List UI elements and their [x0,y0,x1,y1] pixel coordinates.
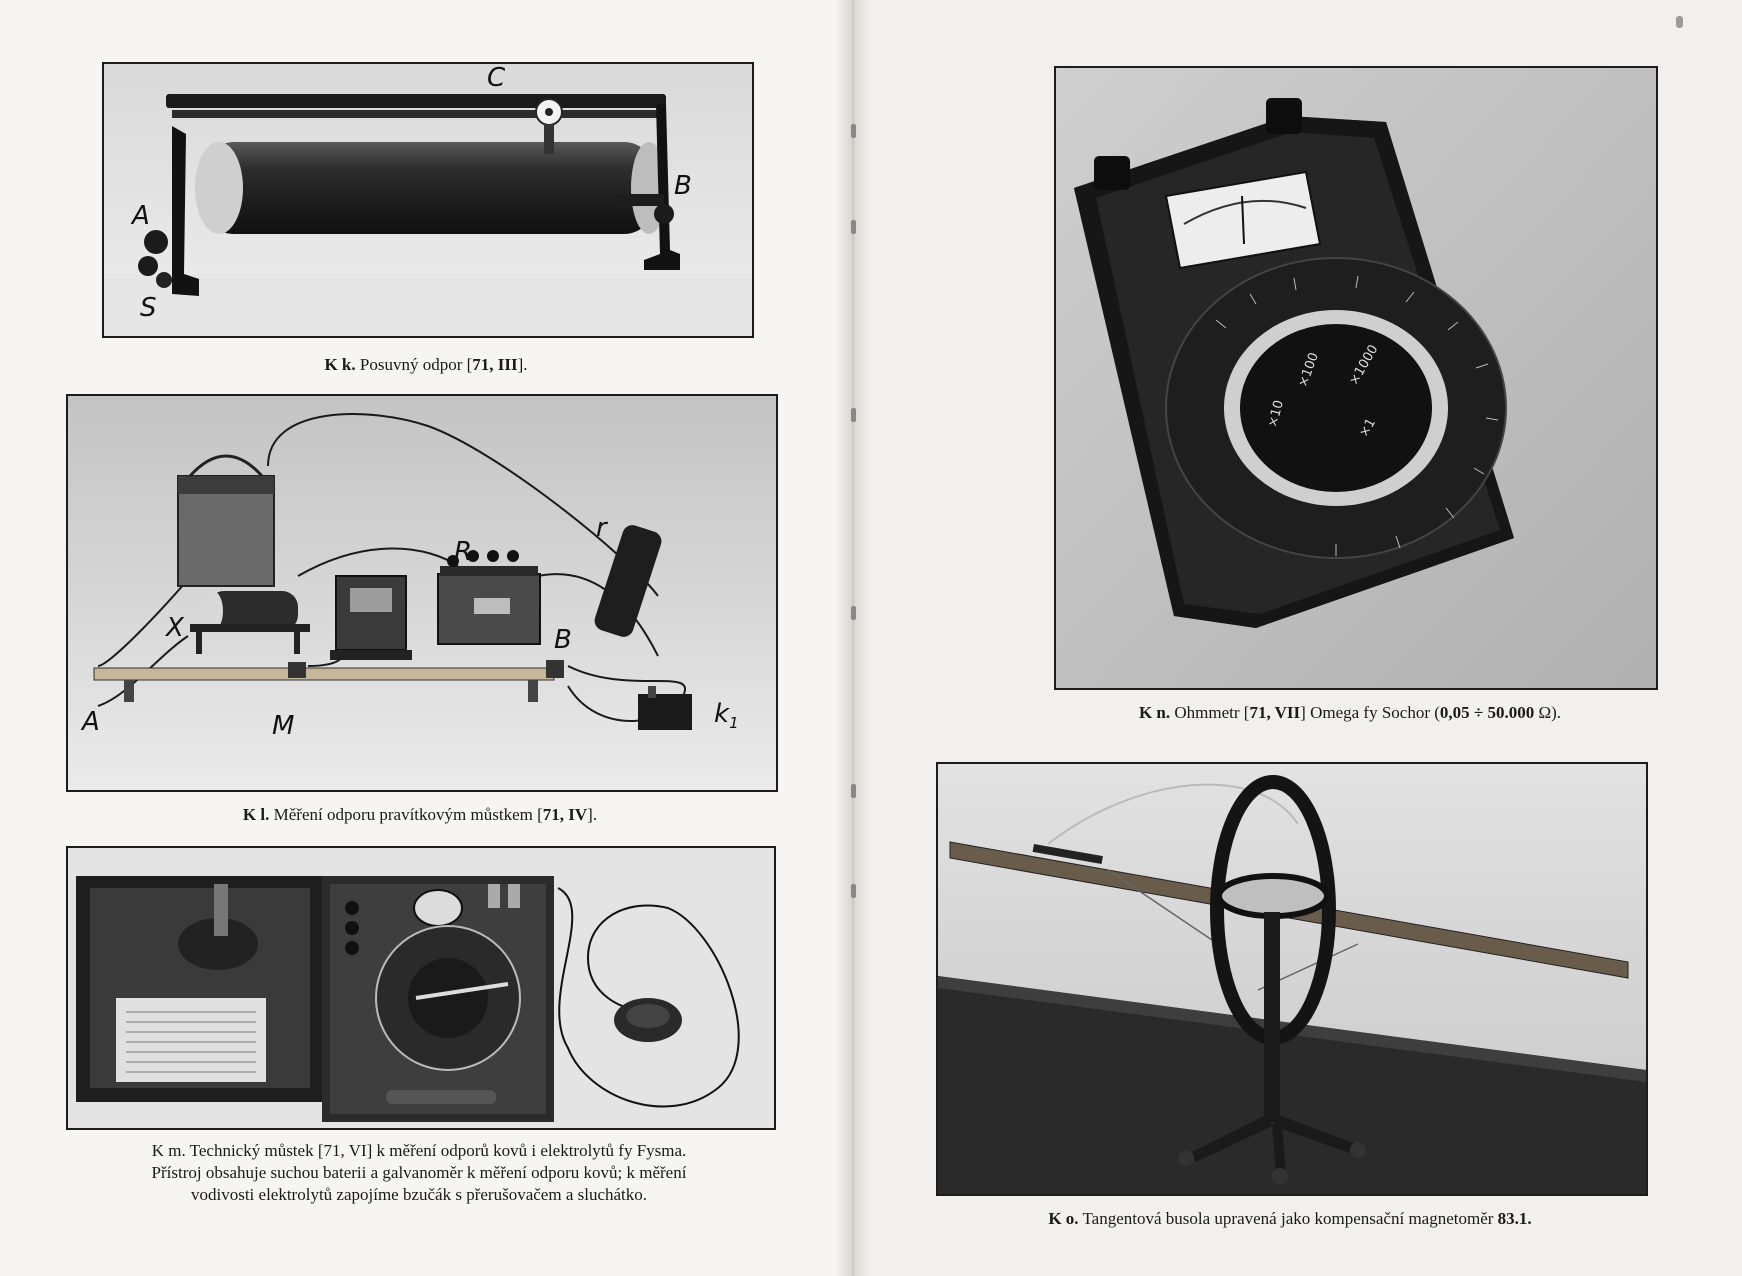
dial-range-x1000: ×1000 [1346,342,1382,388]
caption-ref: 83.1. [1497,1209,1532,1228]
caption-text-end: ] k měření odporů kovů i elektrolytů fy Fysma. [366,1141,687,1160]
caption-ko [936,1208,1644,1230]
caption-kl [66,804,774,826]
page-mark [1676,16,1683,28]
caption-text-end: ]. [517,355,528,374]
caption-label: K k. [324,355,356,374]
label-c: C [487,64,506,93]
caption-label: K m. [151,1141,186,1160]
technical-bridge-photo [68,848,774,1128]
binding-pin [851,784,856,798]
caption-text: Ohmmetr [ [1170,703,1250,722]
caption-ref: 71, VII [1249,703,1301,722]
label-m: M [272,711,295,741]
caption-range: 0,05 ÷ 50.000 [1439,703,1535,722]
figure-ko-photo [936,762,1648,1196]
caption-text: Měření odporu pravítkovým můstkem [ [269,805,543,824]
label-a: A [132,201,150,231]
binding-pin [851,408,856,422]
book-gutter [836,0,870,1276]
label-r-small: r [596,513,607,543]
binding-pin [851,884,856,898]
label-x: X [166,613,184,643]
label-a: A [82,707,100,737]
caption-text-mid: ] Omega fy Sochor ( [1300,703,1440,722]
binding-pin [851,124,856,138]
figure-km-photo [66,846,776,1130]
figure-kl-photo [66,394,778,792]
caption-label: K l. [242,805,270,824]
figure-kn-photo [1054,66,1658,690]
caption-ref: 71, VI [323,1141,367,1160]
binding-pin [851,220,856,234]
tangent-galvanometer-photo [938,764,1646,1194]
label-s: S [140,293,157,323]
caption-ref: 71, IV [542,805,588,824]
caption-line-3: vodivosti elektrolytů zapojíme bzučák s přerušovačem a sluchátko. [190,1185,648,1204]
ohmmeter-photo [1056,68,1656,688]
caption-unit: Ω). [1534,703,1562,722]
dial-range-x100: ×100 [1295,350,1322,390]
label-k: $k_1$ [714,699,739,732]
label-b: B [554,625,572,655]
caption-text-end: ]. [587,805,598,824]
label-b: B [674,171,692,201]
caption-kn [1000,702,1700,724]
caption-text: Tangentová busola upravená jako kompensační magnetoměr [1078,1209,1498,1228]
bridge-setup-photo [68,396,776,790]
dial-range-x1: ×1 [1356,415,1380,440]
caption-text: Posuvný odpor [ [355,355,473,374]
caption-line-2: Přístroj obsahuje suchou baterii a galvanoměr k měření odporu kovů; k měření [151,1163,687,1182]
figure-kk-photo [102,62,754,338]
label-r-big: R [454,537,473,567]
caption-kk [102,354,750,376]
caption-label: K n. [1138,703,1171,722]
caption-line-1 [66,1140,772,1162]
rheostat-photo [104,64,752,336]
caption-km [66,1140,772,1206]
caption-ref: 71, III [472,355,518,374]
caption-text: Technický můstek [ [185,1141,324,1160]
dial-range-x10: ×10 [1265,398,1287,430]
caption-label: K o. [1048,1209,1079,1228]
binding-pin [851,606,856,620]
